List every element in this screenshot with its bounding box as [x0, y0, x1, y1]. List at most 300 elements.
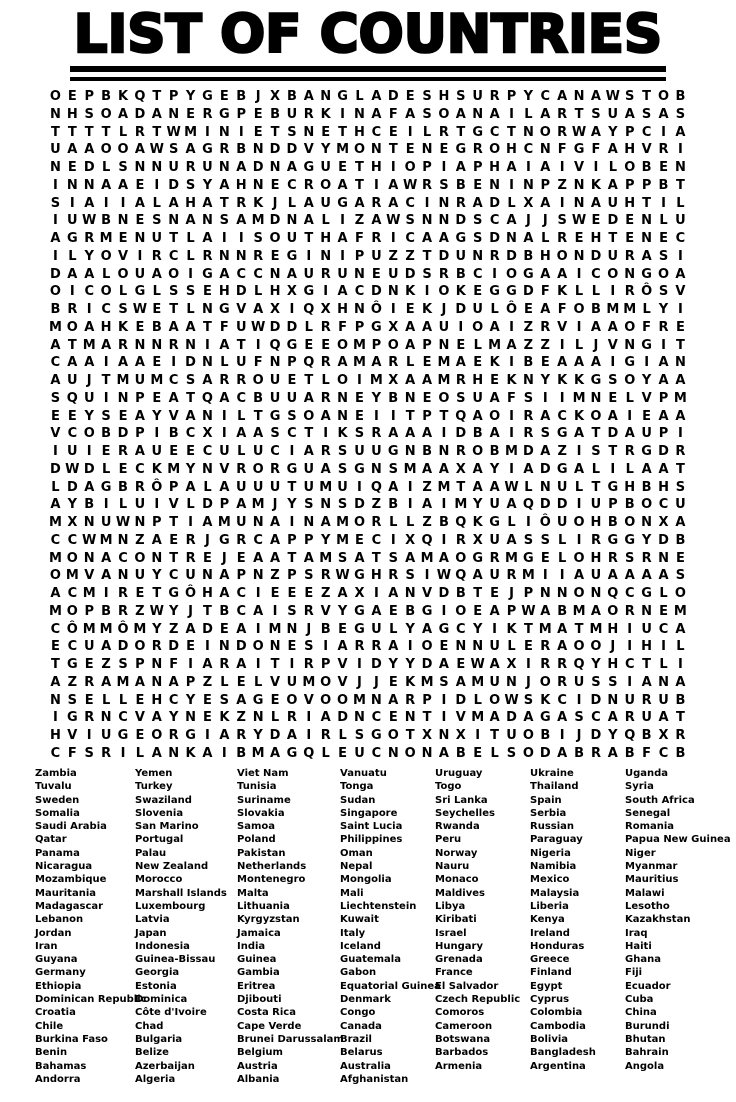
grid-letter: H [539, 248, 551, 264]
grid-letter: I [509, 177, 514, 193]
grid-letter: I [390, 302, 396, 317]
grid-letter: A [84, 195, 95, 211]
country-name: Suriname [237, 794, 291, 806]
grid-letter: M [505, 550, 518, 566]
grid-letter: N [218, 160, 230, 175]
grid-letter: Z [523, 337, 534, 353]
grid-letter: I [509, 408, 514, 424]
grid-letter: N [134, 337, 146, 353]
grid-letter: A [219, 728, 230, 743]
grid-letter: A [540, 106, 551, 122]
country-name: Togo [435, 781, 462, 793]
country-name: Morocco [135, 874, 183, 886]
country-name: Libya [435, 900, 466, 912]
grid-letter: T [304, 426, 314, 442]
grid-letter: G [286, 248, 298, 264]
grid-letter: U [472, 302, 483, 317]
grid-letter: G [556, 461, 568, 477]
grid-letter: L [406, 355, 415, 371]
grid-letter: S [625, 550, 635, 566]
grid-letter: N [522, 124, 534, 140]
grid-letter: O [657, 266, 670, 282]
grid-letter: G [67, 231, 78, 246]
grid-letter: R [84, 710, 95, 726]
grid-letter: Y [591, 657, 601, 672]
grid-letter: T [523, 621, 533, 637]
grid-letter: E [169, 444, 179, 459]
grid-letter: Q [624, 728, 636, 743]
grid-letter: I [559, 337, 565, 353]
grid-letter: O [505, 266, 518, 282]
grid-letter: A [675, 515, 686, 530]
grid-letter: U [219, 444, 230, 459]
grid-letter: N [218, 639, 230, 655]
grid-letter: G [202, 266, 213, 282]
grid-letter: N [641, 515, 653, 530]
grid-letter: R [354, 639, 365, 655]
grid-row [47, 283, 689, 301]
grid-letter: A [590, 124, 601, 140]
grid-letter: G [371, 728, 382, 743]
grid-letter: V [422, 586, 433, 601]
grid-letter: P [422, 692, 432, 708]
country-name: Norway [435, 847, 478, 859]
grid-letter: E [473, 177, 483, 193]
grid-letter: D [455, 692, 467, 708]
grid-letter: A [219, 568, 230, 584]
grid-letter: N [370, 142, 382, 158]
country-name: Grenada [435, 954, 483, 966]
grid-letter: A [658, 355, 669, 371]
country-name: Egypt [530, 980, 563, 992]
grid-letter: E [388, 603, 398, 619]
grid-letter: I [221, 408, 227, 424]
grid-letter: U [168, 160, 179, 175]
grid-letter: T [642, 657, 652, 672]
grid-letter: R [557, 657, 568, 672]
grid-letter: G [624, 355, 636, 371]
grid-letter: A [405, 319, 416, 335]
grid-letter: A [658, 106, 669, 122]
grid-letter: W [521, 603, 536, 619]
grid-letter: P [168, 89, 179, 104]
grid-letter: O [438, 284, 450, 300]
grid-letter: V [337, 657, 348, 672]
country-name: Côte d'Ivoire [135, 1007, 207, 1019]
grid-letter: H [151, 692, 163, 708]
grid-letter: V [168, 408, 179, 424]
grid-letter: I [424, 195, 430, 211]
grid-letter: E [270, 586, 280, 601]
grid-letter: A [185, 479, 196, 495]
grid-letter: L [558, 550, 567, 566]
country-name: El Salvador [435, 980, 499, 992]
grid-letter: A [472, 461, 483, 477]
word-list-column [35, 767, 147, 1086]
country-name: Kyrgyzstan [237, 914, 300, 926]
grid-letter: J [610, 639, 616, 655]
grid-letter: M [99, 231, 113, 246]
grid-letter: Y [523, 89, 534, 104]
grid-letter: H [370, 568, 382, 584]
grid-letter: I [492, 621, 498, 637]
grid-letter: O [100, 142, 112, 158]
grid-letter: C [287, 426, 297, 442]
grid-letter: I [509, 319, 514, 335]
grid-letter: U [438, 319, 450, 335]
grid-letter: Y [84, 408, 94, 424]
grid-letter: B [320, 621, 331, 637]
grid-letter: N [168, 213, 180, 229]
grid-letter: R [320, 319, 331, 335]
country-name: Barbados [435, 1047, 489, 1059]
country-name: Colombia [530, 1007, 583, 1019]
grid-letter: T [219, 195, 229, 211]
grid-letter: X [388, 319, 399, 335]
grid-letter: H [320, 231, 332, 246]
grid-letter: A [253, 603, 264, 619]
grid-letter: S [422, 89, 432, 104]
grid-letter: P [624, 124, 635, 140]
grid-letter: A [303, 390, 314, 406]
grid-letter: L [507, 515, 516, 530]
grid-letter: S [185, 177, 196, 193]
grid-letter: E [675, 550, 685, 566]
grid-letter: I [593, 160, 599, 175]
grid-letter: E [439, 639, 449, 655]
grid-letter: I [306, 710, 312, 726]
grid-letter: K [540, 692, 551, 708]
grid-letter: T [169, 302, 179, 317]
grid-letter: E [51, 639, 60, 655]
grid-letter: G [286, 337, 298, 353]
grid-letter: N [674, 160, 686, 175]
grid-letter: O [49, 89, 61, 104]
grid-letter: M [353, 355, 366, 371]
grid-letter: N [185, 337, 197, 353]
grid-letter: B [455, 745, 466, 761]
grid-letter: O [337, 337, 349, 353]
grid-letter: N [83, 177, 95, 193]
grid-letter: I [475, 728, 481, 743]
grid-letter: P [506, 89, 517, 104]
grid-letter: G [219, 302, 230, 317]
grid-letter: Y [405, 657, 415, 672]
grid-letter: I [53, 213, 58, 229]
grid-row [47, 709, 689, 727]
grid-letter: A [506, 532, 517, 548]
grid-letter: K [506, 373, 517, 388]
grid-letter: Y [185, 692, 196, 708]
grid-letter: U [134, 497, 146, 513]
grid-letter: Z [101, 657, 111, 672]
grid-letter: M [48, 515, 62, 530]
grid-letter: W [250, 319, 266, 335]
grid-letter: L [406, 515, 415, 530]
grid-letter: M [251, 213, 265, 229]
grid-letter: L [574, 284, 584, 300]
grid-letter: N [151, 160, 163, 175]
grid-letter: R [557, 674, 568, 690]
grid-letter: S [506, 745, 517, 761]
grid-letter: R [540, 657, 551, 672]
grid-letter: B [168, 426, 179, 442]
grid-letter: L [118, 692, 128, 708]
grid-letter: O [573, 515, 585, 530]
grid-letter: M [572, 603, 586, 619]
grid-letter: T [473, 586, 483, 601]
grid-letter: D [117, 426, 129, 442]
grid-letter: M [167, 461, 181, 477]
grid-letter: R [489, 248, 500, 264]
grid-letter: U [641, 710, 652, 726]
grid-letter: D [590, 248, 602, 264]
grid-letter: A [185, 213, 196, 229]
grid-letter: A [84, 142, 95, 158]
grid-letter: Z [422, 479, 432, 495]
grid-letter: E [270, 177, 280, 193]
grid-letter: V [303, 142, 314, 158]
grid-letter: D [522, 284, 534, 300]
country-name: Liberia [530, 900, 569, 912]
grid-letter: A [455, 674, 466, 690]
country-name: Georgia [135, 967, 180, 979]
grid-letter: D [286, 319, 298, 335]
grid-letter: O [674, 586, 686, 601]
grid-letter: A [472, 195, 483, 211]
grid-letter: I [103, 195, 109, 211]
grid-letter: W [402, 177, 418, 193]
grid-letter: K [422, 302, 433, 317]
country-name: Poland [237, 834, 276, 846]
grid-letter: K [590, 177, 601, 193]
grid-letter: S [422, 106, 432, 122]
grid-letter: A [269, 550, 281, 566]
grid-letter: A [101, 639, 112, 655]
grid-letter: R [388, 355, 399, 371]
grid-row [47, 177, 689, 195]
grid-letter: O [573, 302, 585, 317]
country-name: Chile [35, 1020, 64, 1032]
grid-letter: U [556, 515, 568, 530]
grid-letter: O [66, 550, 78, 566]
grid-letter: S [523, 692, 534, 708]
grid-letter: K [472, 515, 483, 530]
grid-letter: N [573, 177, 585, 193]
grid-letter: E [236, 674, 246, 690]
grid-letter: C [50, 532, 61, 548]
grid-letter: A [405, 373, 416, 388]
grid-letter: A [168, 319, 179, 335]
grid-letter: I [86, 444, 92, 459]
country-name: Tunisia [237, 781, 277, 793]
grid-letter: A [574, 568, 585, 584]
country-name: Bhutan [625, 1033, 666, 1045]
grid-row [47, 727, 689, 745]
grid-letter: D [50, 461, 61, 477]
grid-letter: N [218, 124, 230, 140]
grid-letter: Y [540, 373, 550, 388]
grid-letter: M [319, 550, 333, 566]
grid-letter: N [472, 106, 484, 122]
grid-letter: T [608, 444, 618, 459]
country-name: Congo [340, 1007, 376, 1019]
grid-row [47, 567, 689, 585]
grid-letter: J [373, 674, 379, 690]
grid-letter: K [320, 106, 331, 122]
country-name: Lithuania [237, 900, 290, 912]
country-name: Malta [237, 887, 269, 899]
grid-letter: R [286, 710, 297, 726]
grid-letter: L [237, 408, 246, 424]
grid-letter: D [539, 461, 551, 477]
grid-letter: B [253, 390, 264, 406]
grid-letter: S [540, 426, 550, 442]
grid-letter: M [606, 302, 620, 317]
grid-letter: A [607, 408, 618, 424]
grid-letter: O [252, 373, 264, 388]
grid-row [47, 479, 689, 497]
grid-letter: N [354, 106, 365, 122]
grid-letter: A [405, 337, 416, 353]
grid-letter: R [422, 177, 433, 193]
grid-letter: A [253, 550, 264, 566]
grid-letter: I [255, 657, 261, 672]
grid-letter: A [658, 710, 669, 726]
country-name: Uganda [625, 768, 669, 779]
grid-letter: I [677, 142, 683, 158]
grid-letter: G [641, 266, 652, 282]
grid-letter: N [354, 710, 365, 726]
grid-letter: D [489, 195, 500, 211]
grid-letter: O [286, 692, 298, 708]
grid-letter: M [82, 337, 96, 353]
grid-letter: R [320, 266, 331, 282]
grid-letter: R [641, 692, 652, 708]
grid-letter: N [370, 461, 382, 477]
grid-letter: A [422, 461, 433, 477]
grid-letter: A [151, 106, 162, 122]
grid-letter: I [154, 497, 160, 513]
grid-letter: A [658, 461, 669, 477]
grid-letter: U [286, 231, 298, 246]
grid-letter: G [303, 160, 315, 175]
grid-letter: S [591, 674, 601, 690]
grid-letter: A [117, 106, 129, 122]
grid-row [47, 550, 689, 568]
grid-letter: O [269, 231, 281, 246]
grid-letter: Q [455, 515, 467, 530]
grid-letter: Y [287, 497, 297, 513]
grid-letter: R [371, 231, 382, 246]
grid-letter: O [590, 639, 602, 655]
grid-letter: N [269, 639, 281, 655]
grid-letter: A [388, 586, 399, 601]
grid-letter: S [304, 639, 314, 655]
country-name: Mongolia [340, 874, 392, 886]
grid-letter: L [186, 497, 195, 513]
grid-letter: B [641, 728, 652, 743]
grid-letter: A [286, 728, 297, 743]
grid-letter: D [421, 657, 433, 672]
grid-letter: I [644, 355, 650, 371]
grid-letter: G [590, 373, 602, 388]
grid-letter: A [489, 710, 500, 726]
grid-letter: E [338, 745, 348, 761]
grid-letter: E [304, 586, 314, 601]
grid-letter: R [455, 532, 466, 548]
grid-letter: A [303, 89, 314, 104]
grid-letter: E [388, 674, 398, 690]
grid-letter: A [540, 603, 551, 619]
grid-letter: D [83, 160, 95, 175]
grid-letter: A [405, 550, 416, 566]
grid-letter: G [286, 745, 298, 761]
grid-letter: L [152, 195, 161, 211]
grid-letter: L [524, 106, 533, 122]
grid-letter: R [540, 319, 551, 335]
grid-letter: T [456, 124, 466, 140]
grid-letter: A [523, 231, 534, 246]
grid-letter: A [422, 373, 433, 388]
grid-letter: I [103, 355, 109, 371]
grid-letter: A [455, 160, 466, 175]
country-name: Albania [237, 1073, 280, 1085]
grid-letter: Y [152, 621, 162, 637]
grid-letter: D [489, 231, 500, 246]
grid-letter: I [390, 532, 396, 548]
grid-letter: M [471, 674, 485, 690]
grid-letter: R [185, 532, 196, 548]
grid-letter: U [235, 515, 247, 530]
grid-row [47, 461, 689, 479]
grid-letter: S [168, 284, 179, 300]
grid-letter: P [354, 248, 365, 264]
grid-letter: H [185, 195, 197, 211]
country-name: Guinea [237, 954, 277, 966]
grid-letter: J [86, 373, 92, 388]
grid-letter: L [473, 692, 482, 708]
grid-letter: P [506, 603, 517, 619]
grid-letter: B [557, 603, 568, 619]
grid-letter: O [151, 728, 163, 743]
grid-letter: N [151, 657, 163, 672]
grid-letter: D [556, 497, 568, 513]
grid-letter: H [590, 515, 602, 530]
country-name: Nauru [435, 861, 470, 873]
grid-letter: S [337, 497, 348, 513]
grid-letter: O [455, 603, 467, 619]
grid-letter: A [523, 710, 534, 726]
country-name: Portugal [135, 834, 184, 846]
country-name: Uruguay [435, 768, 483, 779]
grid-letter: R [371, 426, 382, 442]
grid-letter: A [489, 106, 500, 122]
country-name: Ghana [625, 954, 661, 966]
grid-letter: A [101, 550, 112, 566]
grid-letter: U [100, 515, 112, 530]
grid-letter: N [539, 586, 551, 601]
grid-letter: I [340, 248, 345, 264]
grid-letter: E [84, 692, 94, 708]
country-name: Serbia [530, 807, 567, 819]
grid-letter: U [320, 195, 331, 211]
grid-letter: N [100, 710, 112, 726]
grid-letter: P [658, 390, 669, 406]
country-name: Syria [625, 781, 654, 793]
grid-letter: H [489, 160, 501, 175]
country-name: Monaco [435, 874, 479, 886]
